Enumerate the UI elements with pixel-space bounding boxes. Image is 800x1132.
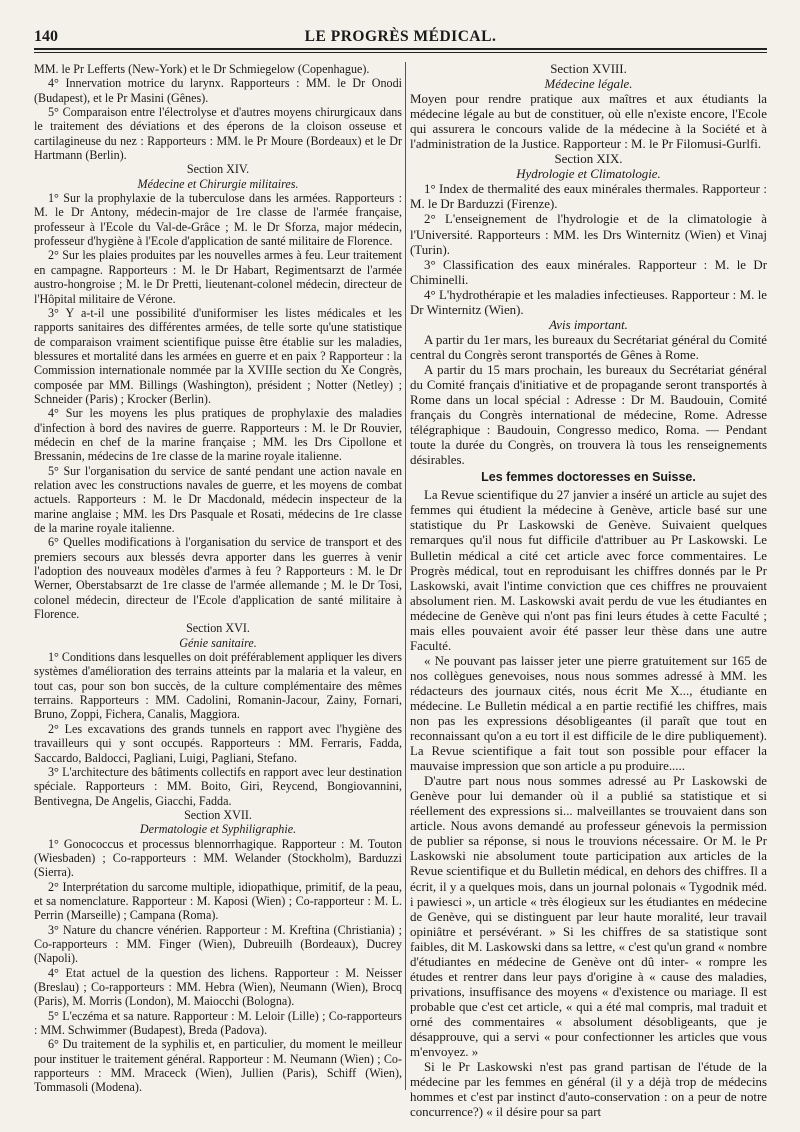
paragraph: 3° Y a-t-il une possibilité d'uniformiser les listes médicales et les rapports sanitaires des différentes armées, de telle sorte qu'une statistique de comparaison vraiment scientifique puisse être établie sur les maladies, blessures et mortalité dans les armées en guerre et en paix ? Rapporteur : la Commission internationale nommée par la XVIIIe section du Xe Congrès, composée par MM. Billings (Washington), président ; Notter (Netley) ; Schneider (Paris) ; Krocker (Berlin). [34, 305, 402, 406]
journal-title: LE PROGRÈS MÉDICAL. [304, 28, 497, 45]
paragraph: 4° L'hydrothérapie et les maladies infectieuses. Rapporteur : M. le Dr Winternitz (Wien). [410, 287, 767, 317]
paragraph: 3° Classification des eaux minérales. Rapporteur : M. le Dr Chiminelli. [410, 257, 767, 287]
section-heading: Section XVII. [184, 807, 252, 822]
paragraph: 5° Comparaison entre l'électrolyse et d'autres moyens chirurgicaux dans le traitement des déviations et des éperons de la cloison osseuse et cartilagineuse du nez : Rapporteurs : MM. le Pr Moure (Bordeaux) et le Dr Hartmann (Berlin). [34, 105, 402, 163]
paragraph: 4° Sur les moyens les plus pratiques de prophylaxie des maladies d'infection à bord des navires de guerre. Rapporteurs : M. le Dr Rouvier, médecin en chef de la marine française ; MM. les Drs Cipollone et Bressanin, médecins de 1re classe de la marine royale italienne. [34, 406, 402, 464]
paragraph: 6° Du traitement de la syphilis et, en particulier, du moment le meilleur pour instituer le traitement général. Rapporteur : M. Neumann (Wien) ; Co-rapporteurs : MM. Mraceck (Wien), Jullien (Paris), Schiff (Wien), Tommasoli (Modena). [34, 1037, 402, 1095]
right-column [410, 62, 767, 1120]
section-subtitle: Médecine légale. [544, 77, 633, 92]
section-heading: Section XIX. [554, 152, 623, 167]
paragraph: 2° Sur les plaies produites par les nouvelles armes à feu. Leur traitement en campagne. Rapporteurs : M. le Dr Habart, Regimentsarzt de l'armée austro-hongroise ; M. le Dr Pretti, lieutenant-colonel médecin, directeur de l'Hôpital militaire de Vérone. [34, 248, 402, 306]
section-heading: Section XIV. [186, 162, 250, 177]
paragraph: 5° Sur l'organisation du service de santé pendant une action navale en relation avec les constructions navales de guerre, et les moyens de combat actuels. Rapporteurs : M. le Dr Macdonald, médecin inspecteur de la marine anglaise ; MM. les Drs Pasquale et Rosati, médecins de 1re classe de la marine royale italienne. [34, 463, 402, 535]
paragraph: A partir du 1er mars, les bureaux du Secrétariat général du Comité central du Congrès seront transportés de Gênes à Rome. [410, 332, 767, 362]
paragraph: Moyen pour rendre pratique aux maîtres et aux étudiants la médecine légale au but de constituer, où elle n'existe encore, l'Ecole qui assurera le concours valide de la médecine à la Société et à l'administration de la Justice. Rapporteur : M. le Pr Filomusi-Gurlfi. [410, 92, 767, 152]
header-rule [34, 48, 767, 50]
section-heading: Section XVI. [186, 621, 250, 636]
paragraph: 2° Interprétation du sarcome multiple, idiopathique, primitif, de la peau, et sa nomenclature. Rapporteur : M. Kaposi (Wien) ; Co-rapporteur : M. L. Perrin (Marseille) ; Campana (Roma). [34, 879, 402, 923]
paragraph: MM. le Pr Lefferts (New-York) et le Dr Schmiegelow (Copenhague). [34, 62, 370, 76]
paragraph: 1° Gonococcus et processus blennorrhagique. Rapporteur : M. Touton (Wiesbaden) ; Co-rapporteurs : MM. Welander (Stockholm), Barduzzi (Sierra). [34, 836, 402, 880]
section-subtitle: Médecine et Chirurgie militaires. [137, 176, 299, 191]
paragraph: D'autre part nous nous sommes adressé au Pr Laskowski de Genève pour lui demander où il a publié sa statistique et si réellement des expressions si... malveillantes se trouvaient dans son article. Nous avons demandé au professeur génevois la permission de publier sa réponse, si nous le trouvions nécessaire. Or M. le Pr Laskowski nie absolument toute participation aux articles de la Revue scientifique et du Bulletin médical, en dehors des chiffres. Il a écrit, il y a quelques mois, dans un journal polonais « Tygodnik méd. i pawiesci », un article « très élogieux sur les étudiantes en médecine de Genève, qui se distinguent par leur haute moralité, leur travail opiniâtre et persévérant. » Si les chiffres de sa statistique sont faibles, dit M. Laskowski dans sa lettre, « c'est qu'un grand « nombre d'étudiantes en médecine de Genève ont dû inter- « rompre les études et rentrer dans leur pays d'origine à « cause des maladies, privations, insuffisance des moyens « d'existence ou mariage. Il est probable que c'est cet article, « qui a été mal compris, mal traduit et orné des commentaires « absolument désobligeants, que je désapprouve, qui a servi « pour confectionner les articles que vous m'envoyez. » [410, 774, 767, 1060]
paragraph: 4° Etat actuel de la question des lichens. Rapporteur : M. Neisser (Breslau) ; Co-rapporteurs : MM. Hebra (Wien), Neumann (Wien), Brocq (Paris), M. Morris (London), M. Maiocchi (Bologna). [34, 965, 402, 1009]
paragraph: 1° Index de thermalité des eaux minérales thermales. Rapporteur : M. le Dr Barduzzi (Firenze). [410, 182, 767, 212]
section-subtitle: Dermatologie et Syphiligraphie. [139, 822, 297, 837]
paragraph: 3° L'architecture des bâtiments collectifs en rapport avec leur destination spéciale. Rapporteurs : MM. Boito, Giri, Reycend, Bongiovannini, Bentivegna, De Angelis, Giacchi, Fadda. [34, 764, 402, 808]
paragraph: 6° Quelles modifications à l'organisation du service de transport et des premiers secours aux blessés devra apporter dans les guerres à venir l'adoption des nouveaux modèles d'armes à feu ? Rapporteurs : M. le Dr Werner, Oberstabsarzt de 1re classe de l'armée allemande ; M. le Dr Tosi, colonel médecin, directeur de l'Ecole d'application de santé militaire à Florence. [34, 535, 402, 622]
section-subtitle: Génie sanitaire. [179, 635, 257, 650]
header-rule-thin [34, 52, 767, 53]
paragraph: 5° L'eczéma et sa nature. Rapporteur : M. Leloir (Lille) ; Co-rapporteurs : MM. Schwimmer (Budapest), Breda (Padova). [34, 1008, 402, 1038]
paragraph: A partir du 15 mars prochain, les bureaux du Secrétariat général du Comité français d'initiative et de propagande seront transportés à Rome dans un local spécial : Adresse : Dr M. Baudouin, Comité français du Congrès international de médecine, Rome. Adresse télégraphique : Baudouin, Congresso medico, Roma. — Pendant toute la durée du Congrès, on trouvera là tous les renseignements désirables. [410, 362, 767, 468]
page-header [34, 28, 767, 50]
paragraph: 1° Conditions dans lesquelles on doit préférablement appliquer les divers systèmes d'amélioration des terrains atteints par la malaria et la valeur, en tout cas, pour son bon succès, de la culture complémentaire des mêmes terrains. Rapporteurs : MM. Cadolini, Romanin-Jacour, Zainy, Fornari, Bruno, Zoppi, Fichera, Canalis, Maggiora. [34, 650, 402, 722]
paragraph: 3° Nature du chancre vénérien. Rapporteur : M. Kreftina (Christiania) ; Co-rapporteurs : MM. Finger (Wien), Dubreuilh (Bordeaux), Ducrey (Napoli). [34, 922, 402, 966]
section-subtitle: Hydrologie et Climatologie. [516, 167, 661, 182]
paragraph: 2° Les excavations des grands tunnels en rapport avec l'hygiène des travailleurs qui y sont occupés. Rapporteurs : MM. Ferraris, Fadda, Saccardo, Baldocci, Pagliani, Luigi, Pagliani, Stefano. [34, 721, 402, 765]
paragraph: 4° Innervation motrice du larynx. Rapporteurs : MM. le Dr Onodi (Budapest), et le Pr Masini (Gênes). [34, 76, 402, 105]
column-divider [405, 62, 406, 1090]
paragraph: 1° Sur la prophylaxie de la tuberculose dans les armées. Rapporteurs : M. le Dr Antony, médecin-major de 1re classe de l'armée française, professeur à l'Ecole du Val-de-Grâce ; M. le Dr Sforza, major médecin, professeur d'hygiène à l'Ecole d'application de santé militaire de Florence. [34, 191, 402, 249]
page-number: 140 [34, 28, 58, 45]
paragraph: 2° L'enseignement de l'hydrologie et de la climatologie à l'Université. Rapporteurs : MM. les Drs Winternitz (Wien) et Vinaj (Turin). [410, 212, 767, 257]
article-heading: Les femmes doctoresses en Suisse. [481, 470, 696, 485]
paragraph: La Revue scientifique du 27 janvier a inséré un article au sujet des femmes qui étudient la médecine à Genève, article basé sur une statistique du Pr Laskowski de Genève. Suivaient quelques remarques qu'il nous fut difficile d'attribuer au Pr Laskowski. Le Bulletin médical a cité cet article avec force commentaires. Le Progrès médical, tout en reproduisant les chiffres donnés par le Pr Laskowski, avait l'intime conviction que ces chiffres ne prouvaient absolument rien. M. Laskowski avait perdu de vue les étudiantes en médecine de Genève qui n'ont pas fini leurs études à cette Faculté ; mais elles pouvaient avoir été passer leur thèse dans une autre Faculté. [410, 488, 767, 653]
notice-heading: Avis important. [549, 317, 628, 332]
paragraph: « Ne pouvant pas laisser jeter une pierre gratuitement sur 165 de nos collègues genevoises, nous nous sommes adressé à MM. les rédacteurs des journaux cités, nous écrit Me X..., étudiante en médecine. Le Bulletin médical a en partie rectifié les chiffres, mais non pas les expressions désobligeantes (il paraît que tout en reconnaissant qu'on a eu tort il est difficile de le dire publiquement). La Revue scientifique a fait tout son possible pour effacer la mauvaise impression que son article a pu produire..... [410, 653, 767, 774]
left-column [34, 62, 402, 1095]
section-heading: Section XVIII. [550, 62, 627, 76]
paragraph: Si le Pr Laskowski n'est pas grand partisan de l'étude de la médecine par les femmes en général (il y a déjà trop de médecins hommes et c'est par instinct d'auto-conservation : on a peur de notre concurrence?) « il désire pour sa part [410, 1060, 767, 1120]
